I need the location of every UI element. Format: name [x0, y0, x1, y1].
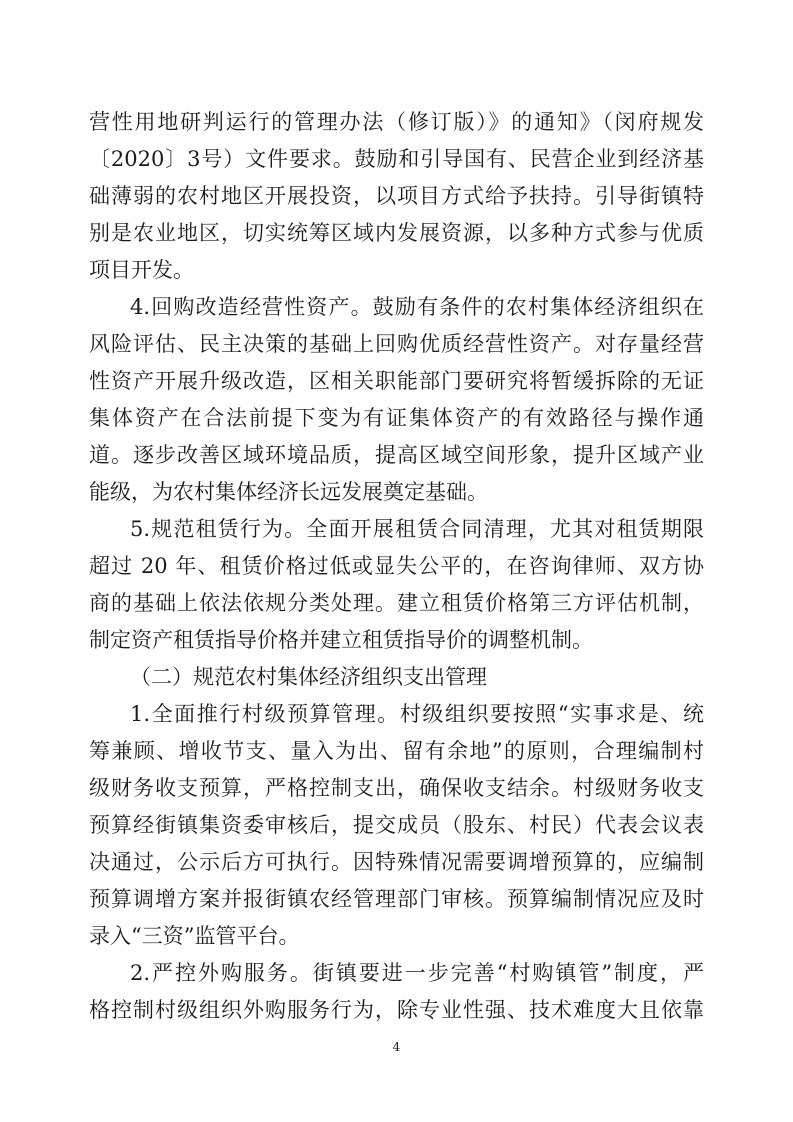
body-text-line: 筹兼顾、增收节支、量入为出、留有余地”的原则，合理编制村	[89, 739, 704, 763]
section-heading: （二）规范农村集体经济组织支出管理	[130, 665, 487, 689]
body-text-line: 能级，为农村集体经济长远发展奠定基础。	[89, 480, 488, 504]
body-text-line: 别是农业地区，切实统筹区域内发展资源，以多种方式参与优质	[89, 221, 704, 245]
body-text-line: 超过 20 年、租赁价格过低或显失公平的，在咨询律师、双方协	[89, 554, 704, 578]
body-text-line: 础薄弱的农村地区开展投资，以项目方式给予扶持。引导街镇特	[89, 184, 704, 208]
section-item-heading-line: 4.回购改造经营性资产。鼓励有条件的农村集体经济组织在	[130, 295, 704, 319]
body-text-line: 〔2020〕3号）文件要求。鼓励和引导国有、民营企业到经济基	[89, 147, 704, 171]
body-text-line: 风险评估、民主决策的基础上回购优质经营性资产。对存量经营	[89, 332, 704, 356]
body-text-line: 制定资产租赁指导价格并建立租赁指导价的调整机制。	[89, 628, 593, 652]
body-text-line: 格控制村级组织外购服务行为，除专业性强、技术难度大且依靠	[89, 998, 704, 1022]
body-text-line: 预算经街镇集资委审核后，提交成员（股东、村民）代表会议表	[89, 813, 704, 837]
body-text-line: 性资产开展升级改造，区相关职能部门要研究将暂缓拆除的无证	[89, 369, 704, 393]
body-text-line: 预算调增方案并报街镇农经管理部门审核。预算编制情况应及时	[89, 887, 704, 911]
section-item-heading-line: 2.严控外购服务。街镇要进一步完善“村购镇管”制度，严	[130, 961, 704, 985]
body-text-line: 项目开发。	[89, 258, 194, 282]
body-text-line: 营性用地研判运行的管理办法（修订版）》的通知》（闵府规发	[89, 110, 704, 134]
section-item-heading-line: 5.规范租赁行为。全面开展租赁合同清理，尤其对租赁期限	[130, 517, 704, 541]
body-text-line: 级财务收支预算，严格控制支出，确保收支结余。村级财务收支	[89, 776, 704, 800]
page-number: 4	[392, 1040, 401, 1054]
body-text-line: 录入“三资”监管平台。	[89, 924, 300, 948]
body-text-line: 道。逐步改善区域环境品质，提高区域空间形象，提升区域产业	[89, 443, 704, 467]
body-text-line: 集体资产在合法前提下变为有证集体资产的有效路径与操作通	[89, 406, 704, 430]
body-text-line: 决通过，公示后方可执行。因特殊情况需要调增预算的，应编制	[89, 850, 704, 874]
body-text-line: 商的基础上依法依规分类处理。建立租赁价格第三方评估机制，	[89, 591, 704, 615]
section-item-heading-line: 1.全面推行村级预算管理。村级组织要按照“实事求是、统	[130, 702, 704, 726]
